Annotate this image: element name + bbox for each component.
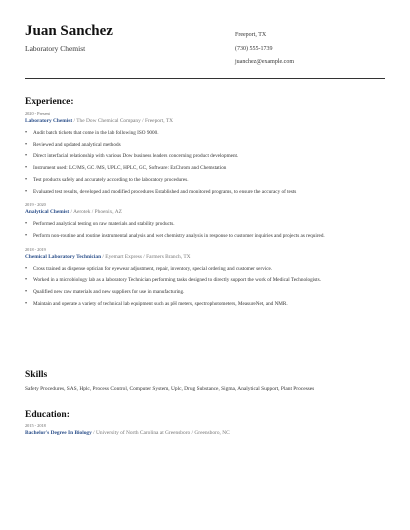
contact-location: Freeport, TX [235,32,267,38]
job-role-line [25,208,385,216]
candidate-name: Juan Sanchez [25,23,113,39]
skills-section [25,370,385,392]
job-company: / The Dow Chemical Company / Freeport, TX [72,118,174,124]
job-role-line [25,253,385,261]
education-dates: 2015 - 2018 [25,423,46,428]
job-dates: 2019 - 2020 [25,202,46,208]
list-item: • Worked in a microbiology lab as a laboratory Technician performing tasks designed to directly support the work of Medical Technologists. [25,275,385,287]
list-item: • Cross trained as dispense optician for eyewear adjustment, repair, inventory, special ordering and customer service. [25,264,385,276]
list-item: • Evaluated test results, developed and modified procedures Established and monitored programs, to ensure the accuracy of tests [25,187,385,199]
contact-info [235,29,294,70]
education-line [25,429,385,437]
experience-heading: Experience: [25,97,74,107]
job-role: Laboratory Chemist [25,118,73,124]
education-heading: Education: [25,410,70,420]
job-entry [25,202,385,242]
contact-phone: (730) 555-1739 [235,45,273,52]
list-item: • Test products safely and accurately according to the laboratory procedures. [25,175,385,187]
contact-email[interactable]: juanchez@example.com [235,59,294,65]
job-entry [25,247,385,311]
list-item: • Reviewed and updated analytical methods [25,140,385,152]
list-item: • Performed analytical testing on raw materials and stability products. [25,219,385,231]
list-item: • Perform non-routine and routine instrumental analysis and wet chemistry analysis in response to customer inquiries and projects as required. [25,231,385,243]
job-entry [25,111,385,198]
job-bullets [25,128,385,198]
job-bullets [25,219,385,242]
education-section [25,410,385,437]
job-bullets [25,264,385,311]
list-item: • Direct interfacial relationship with various Dow business leaders concerning product development. [25,151,385,163]
candidate-title: Laboratory Chemist [25,44,86,53]
education-degree: Bachelor's Degree In Biology [25,430,92,436]
job-dates: 2020 - Present [25,111,50,116]
job-company: / Aerotek / Phoenix, AZ [69,209,122,216]
list-item: • Maintain and operate a variety of technical lab equipment such as pH meters, spectrophotometers, MeasureNet, and NMR. [25,299,385,311]
resume-header [25,0,385,79]
skills-heading: Skills [25,370,48,380]
job-role: Analytical Chemist [25,209,70,216]
job-company: / Eyemart Express / Farmers Branch, TX [101,253,191,260]
education-school: / University of North Carolina at Greensboro / Greensboro, NC [91,430,230,436]
job-role-line [25,117,385,125]
list-item: • Instrument used: LC/MS, GC /MS, UPLC, HPLC, GC, Software: EzChrom and Chemstation [25,163,385,175]
list-item: • Qualified new raw materials and new suppliers for use in manufacturing. [25,287,385,299]
skills-list: Safety Procedures, SAS, Hplc, Process Control, Computer System, Uplc, Drug Substance, Sigma, Analytical Support, Plant Processes [25,386,315,392]
job-role: Chemical Laboratory Technician [25,253,102,260]
experience-section [25,97,385,310]
list-item: • Audit batch tickets that come in the lab following ISO 9000. [25,128,385,140]
job-dates: 2018 - 2019 [25,246,46,252]
